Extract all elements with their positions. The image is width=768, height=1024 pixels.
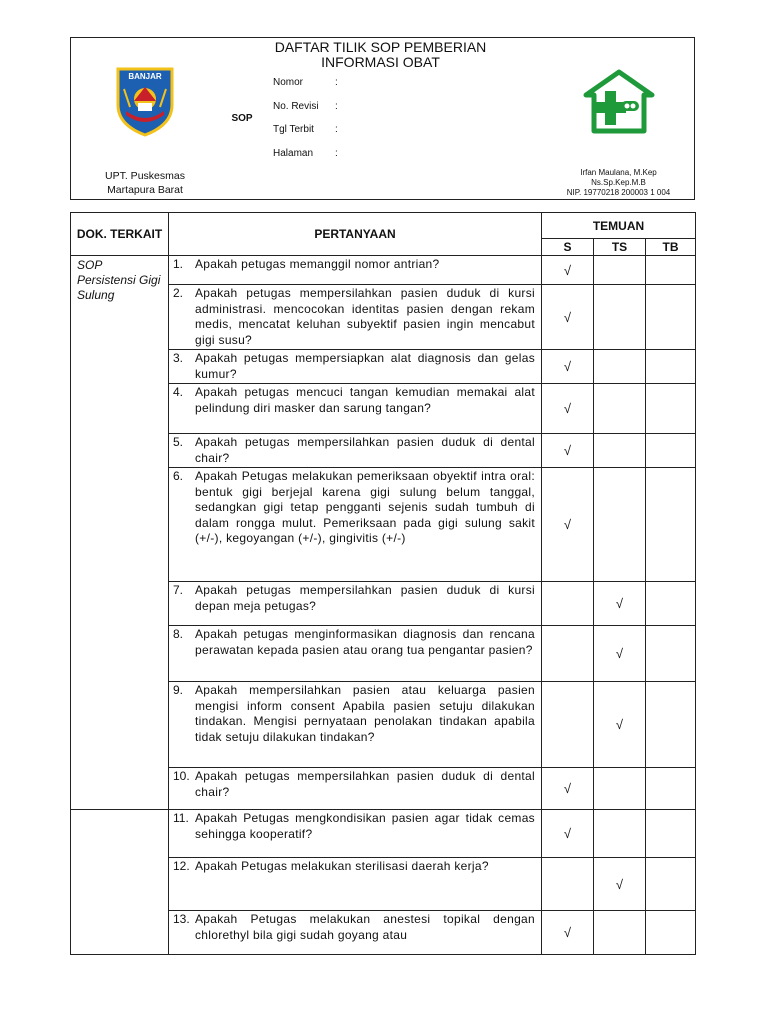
check-mark-icon: √ xyxy=(615,876,624,892)
checklist-table xyxy=(70,212,696,955)
finding-tb-cell xyxy=(646,858,696,911)
finding-ts-cell xyxy=(594,810,646,858)
question-number: 11. xyxy=(173,811,189,825)
check-mark-icon: √ xyxy=(563,517,572,532)
header-temuan: TEMUAN xyxy=(542,213,696,239)
finding-s-cell xyxy=(542,858,594,911)
finding-tb-cell xyxy=(646,582,696,626)
meta-row-halaman xyxy=(265,142,542,166)
question-cell xyxy=(169,911,542,955)
banjar-logo-cell xyxy=(71,38,219,165)
question-text: Apakah petugas mempersilahkan pasien duduk di dental chair? xyxy=(195,435,535,465)
check-mark-icon: √ xyxy=(615,646,624,661)
question-cell xyxy=(169,682,542,768)
dok-terkait-empty-cell xyxy=(71,810,169,955)
question-number: 2. xyxy=(173,286,184,300)
finding-tb-cell xyxy=(646,768,696,810)
finding-tb-cell xyxy=(646,810,696,858)
finding-tb-cell xyxy=(646,468,696,582)
question-cell xyxy=(169,468,542,582)
question-number: 1. xyxy=(173,257,184,271)
check-mark-icon: √ xyxy=(563,262,572,278)
header-s: S xyxy=(542,239,594,256)
meta-label: No. Revisi xyxy=(273,100,319,112)
finding-tb-cell xyxy=(646,434,696,468)
finding-s-cell xyxy=(542,285,594,350)
finding-s-cell xyxy=(542,626,594,682)
signer-name: Irfan Maulana, M.Kep xyxy=(580,167,657,177)
signer-info xyxy=(542,165,695,200)
title-line-2: INFORMASI OBAT xyxy=(321,53,440,70)
check-mark-icon: √ xyxy=(563,359,572,374)
finding-s-cell xyxy=(542,434,594,468)
check-mark-icon: √ xyxy=(563,781,572,796)
meta-separator: : xyxy=(335,77,338,89)
check-mark-icon: √ xyxy=(615,596,624,611)
finding-tb-cell xyxy=(646,350,696,384)
finding-ts-cell xyxy=(594,350,646,384)
finding-ts-cell xyxy=(594,384,646,434)
question-number: 10. xyxy=(173,769,190,783)
finding-s-cell xyxy=(542,810,594,858)
check-mark-icon: √ xyxy=(563,826,572,841)
finding-tb-cell xyxy=(646,384,696,434)
question-cell xyxy=(169,285,542,350)
question-text: Apakah petugas mempersilahkan pasien duduk di dental chair? xyxy=(195,769,535,799)
finding-ts-cell xyxy=(594,768,646,810)
question-text: Apakah petugas memanggil nomor antrian? xyxy=(195,257,440,271)
question-number: 13. xyxy=(173,912,190,926)
finding-ts-cell xyxy=(594,582,646,626)
meta-separator: : xyxy=(335,124,338,136)
table-row xyxy=(71,256,696,285)
finding-tb-cell xyxy=(646,626,696,682)
finding-tb-cell xyxy=(646,256,696,285)
finding-ts-cell xyxy=(594,256,646,285)
question-number: 5. xyxy=(173,435,184,449)
signer-nip: NIP. 19770218 200003 1 004 xyxy=(566,187,671,197)
meta-separator: : xyxy=(335,100,338,112)
meta-label: Tgl Terbit xyxy=(273,124,314,136)
question-cell xyxy=(169,582,542,626)
question-cell xyxy=(169,858,542,911)
check-mark-icon: √ xyxy=(563,443,572,458)
question-text: Apakah Petugas melakukan pemeriksaan obyektif intra oral: bentuk gigi berjejal karena gigi sulung belum tanggal, sedangkan gigi tetap pengganti sejenis sudah tumbuh di dalam rongga mulut. Pemeriksaan pada gigi sulung sakit (+/-), kegoyangan (+/-), gingivitis (+/-) xyxy=(195,469,535,545)
check-mark-icon: √ xyxy=(563,401,572,416)
finding-s-cell xyxy=(542,350,594,384)
finding-s-cell xyxy=(542,911,594,955)
finding-tb-cell xyxy=(646,285,696,350)
meta-label: Nomor xyxy=(273,77,304,89)
table-row xyxy=(71,810,696,858)
org-line-1: UPT. Puskesmas xyxy=(105,169,185,182)
header-ts: TS xyxy=(594,239,646,256)
question-text: Apakah petugas mencuci tangan kemudian memakai alat pelindung diri masker dan sarung tangan? xyxy=(195,385,535,415)
question-cell xyxy=(169,434,542,468)
signer-title: Ns.Sp.Kep.M.B xyxy=(591,177,646,187)
question-number: 12. xyxy=(173,859,190,873)
organization-name xyxy=(71,165,219,200)
question-text: Apakah mempersilahkan pasien atau keluarga pasien mengisi inform consent Apabila pasien setuju dilakukan tindakan. Mengisi pernyataan penolakan tindakan apabila tidak setuju dilakukan tindakan? xyxy=(195,683,535,744)
header-tb: TB xyxy=(646,239,696,256)
check-mark-icon: √ xyxy=(615,717,624,732)
question-cell xyxy=(169,256,542,285)
question-cell xyxy=(169,384,542,434)
banjar-logo-text: BANJAR xyxy=(128,71,162,81)
finding-ts-cell xyxy=(594,626,646,682)
finding-ts-cell xyxy=(594,285,646,350)
finding-s-cell xyxy=(542,682,594,768)
sop-label: SOP xyxy=(231,112,253,124)
question-cell xyxy=(169,626,542,682)
question-cell xyxy=(169,768,542,810)
check-mark-icon: √ xyxy=(563,925,572,940)
question-text: Apakah petugas mempersiapkan alat diagnosis dan gelas kumur? xyxy=(195,351,535,381)
question-text: Apakah Petugas melakukan sterilisasi daerah kerja? xyxy=(195,859,489,873)
question-number: 8. xyxy=(173,627,184,641)
question-number: 7. xyxy=(173,583,184,597)
meta-label: Halaman xyxy=(273,147,314,159)
question-number: 3. xyxy=(173,351,184,365)
question-text: Apakah petugas mempersilahkan pasien duduk di kursi administrasi. mencocokan identitas pasien dengan rekam medis, mencatat keluhan subyektif pasien ingin mencabut gigi susu? xyxy=(195,286,535,347)
meta-row-tgl-terbit xyxy=(265,118,542,142)
finding-tb-cell xyxy=(646,682,696,768)
header-dok-terkait: DOK. TERKAIT xyxy=(71,213,169,256)
meta-separator: : xyxy=(335,147,338,159)
question-text: Apakah petugas menginformasikan diagnosis dan rencana perawatan kepada pasien atau orang tua pengantar pasien? xyxy=(195,627,535,657)
finding-tb-cell xyxy=(646,911,696,955)
question-number: 9. xyxy=(173,683,184,697)
banjar-regency-emblem-icon xyxy=(114,67,176,137)
checklist-rows xyxy=(71,256,696,955)
puskesmas-logo-icon xyxy=(583,69,655,135)
finding-s-cell xyxy=(542,768,594,810)
finding-ts-cell xyxy=(594,682,646,768)
document-header xyxy=(70,37,695,200)
finding-s-cell xyxy=(542,384,594,434)
question-text: Apakah Petugas mengkondisikan pasien agar tidak cemas sehingga kooperatif? xyxy=(195,811,535,841)
finding-ts-cell xyxy=(594,911,646,955)
dok-terkait-cell: SOP Persistensi Gigi Sulung xyxy=(71,256,169,810)
finding-s-cell xyxy=(542,256,594,285)
question-text: Apakah Petugas melakukan anestesi topikal dengan chlorethyl bila gigi sudah goyang atau xyxy=(195,912,535,942)
finding-ts-cell xyxy=(594,468,646,582)
check-mark-icon: √ xyxy=(563,309,572,325)
title-line-1: DAFTAR TILIK SOP PEMBERIAN xyxy=(274,38,487,55)
question-number: 6. xyxy=(173,469,184,483)
question-text: Apakah petugas mempersilahkan pasien duduk di kursi depan meja petugas? xyxy=(195,583,535,613)
finding-s-cell xyxy=(542,468,594,582)
meta-row-no-revisi xyxy=(265,95,542,119)
finding-s-cell xyxy=(542,582,594,626)
header-pertanyaan: PERTANYAAN xyxy=(169,213,542,256)
finding-ts-cell xyxy=(594,434,646,468)
question-cell xyxy=(169,350,542,384)
document-title xyxy=(219,38,542,71)
question-number: 4. xyxy=(173,385,184,399)
org-line-2: Martapura Barat xyxy=(107,183,183,196)
finding-ts-cell xyxy=(594,858,646,911)
question-cell xyxy=(169,810,542,858)
meta-row-nomor xyxy=(265,71,542,95)
footer-empty-cell xyxy=(219,165,542,200)
puskesmas-logo-cell xyxy=(542,38,695,165)
